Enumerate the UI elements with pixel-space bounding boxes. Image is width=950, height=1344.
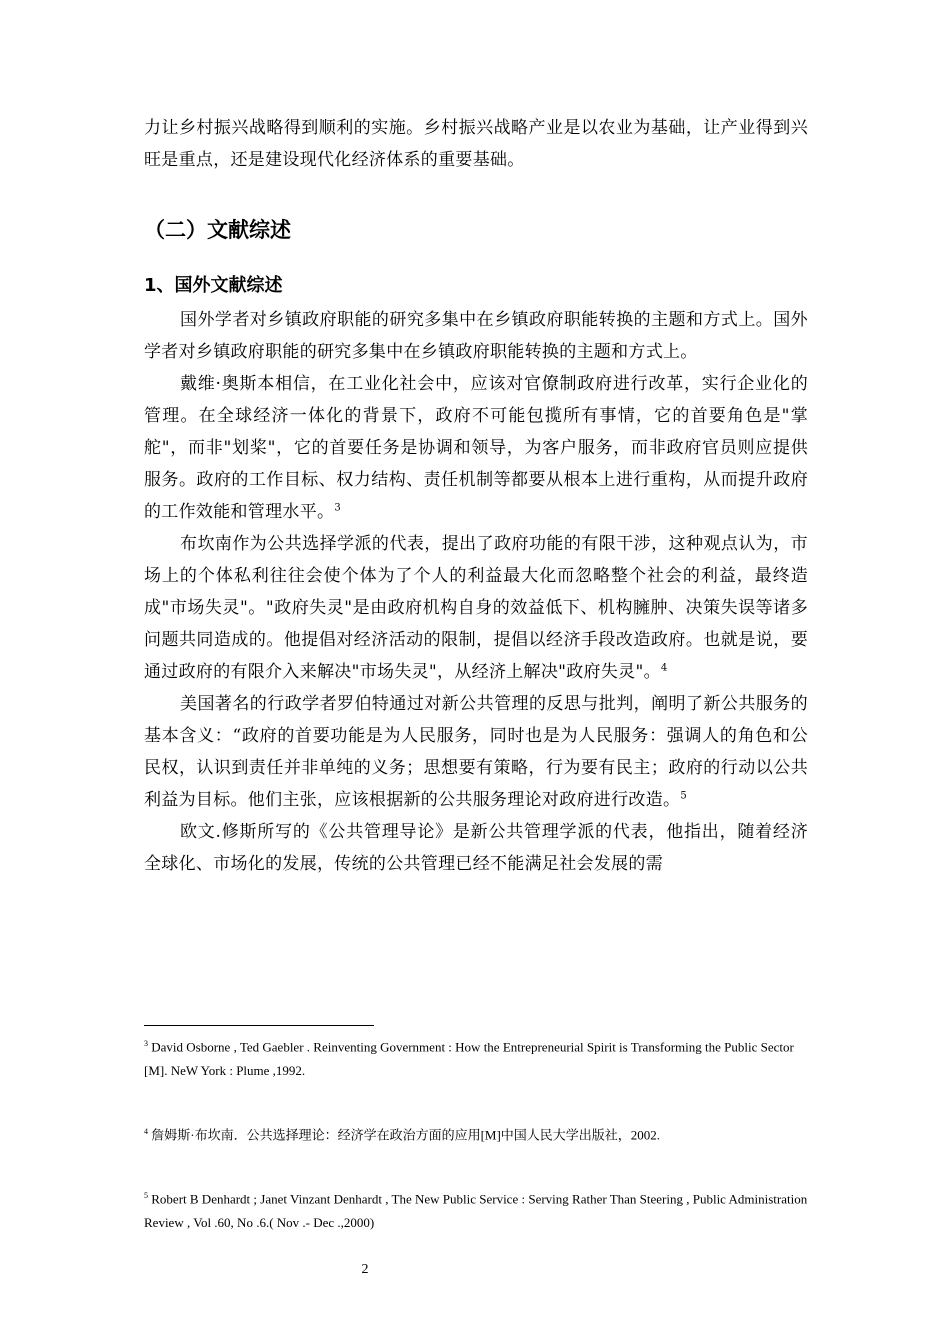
footnote-text: David Osborne , Ted Gaebler . Reinventing Government : How the Entrepreneurial Spirit is Transforming the Public Sector [M]. NeW York : Plume ,1992. xyxy=(144,1039,794,1079)
footnote-text: 詹姆斯·布坎南．公共选择理论：经济学在政治方面的应用[M]中国人民大学出版社，2002. xyxy=(151,1127,661,1143)
footnote xyxy=(144,1120,808,1147)
paragraph: 国外学者对乡镇政府职能的研究多集中在乡镇政府职能转换的主题和方式上。国外学者对乡镇政府职能的研究多集中在乡镇政府职能转换的主题和方式上。 xyxy=(144,310,808,362)
paragraph-text: 布坎南作为公共选择学派的代表，提出了政府功能的有限干涉，这种观点认为，市场上的个体私利往往会使个体为了个人的利益最大化而忽略整个社会的利益，最终造成"市场失灵"。"政府失灵"是由政府机构自身的效益低下、机构臃肿、决策失误等诸多问题共同造成的。他提倡对经济活动的限制，提倡以经济手段改造政府。也就是说，要通过政府的有限介入来解决"市场失灵"，从经济上解决"政府失灵"。 xyxy=(144,534,808,682)
paragraph-continued: 力让乡村振兴战略得到顺利的实施。乡村振兴战略产业是以农业为基础，让产业得到兴旺是重点，还是建设现代化经济体系的重要基础。 xyxy=(144,118,808,170)
footnote xyxy=(144,1184,808,1235)
footnote-ref[interactable]: 3 xyxy=(334,502,341,514)
paragraph-osborne xyxy=(144,368,808,528)
footnote-number: 5 xyxy=(144,1191,148,1200)
page-number: 2 xyxy=(361,1262,369,1277)
body-text xyxy=(144,112,808,880)
paragraph-buchanan xyxy=(144,528,808,688)
section-heading: （二）文献综述 xyxy=(144,218,291,242)
paragraph-text: 戴维·奥斯本相信，在工业化社会中，应该对官僚制政府进行改革，实行企业化的管理。在全球经济一体化的背景下，政府不可能包揽所有事情，它的首要角色是"掌舵"，而非"划桨"，它的首要任务是协调和领导，为客户服务，而非政府官员则应提供服务。政府的工作目标、权力结构、责任机制等都要从根本上进行重构，从而提升政府的工作效能和管理水平。 xyxy=(144,374,808,522)
footnote-ref[interactable]: 4 xyxy=(660,662,668,674)
footnote-separator xyxy=(144,1025,374,1026)
footnote-number: 3 xyxy=(144,1039,148,1048)
subsection-heading: 1、国外文献综述 xyxy=(144,275,283,296)
footnote-number: 4 xyxy=(144,1127,148,1136)
footnote-ref[interactable]: 5 xyxy=(680,790,687,802)
paragraph-hughes: 欧文.修斯所写的《公共管理导论》是新公共管理学派的代表，他指出，随着经济全球化、市场化的发展，传统的公共管理已经不能满足社会发展的需 xyxy=(144,822,808,874)
paragraph-denhardt xyxy=(144,688,808,816)
paragraph-text: 美国著名的行政学者罗伯特通过对新公共管理的反思与批判，阐明了新公共服务的基本含义：“政府的首要功能是为人民服务，同时也是为人民服务：强调人的角色和公民权，认识到责任并非单纯的义务；思想要有策略，行为要有民主；政府的行动以公共利益为目标。他们主张，应该根据新的公共服务理论对政府进行改造。 xyxy=(144,694,808,810)
footnote-text: Robert B Denhardt ; Janet Vinzant Denhardt , The New Public Service : Serving Rather Than Steering , Public Administration Review , Vol .60, No .6.( Nov .- Dec .,2000) xyxy=(144,1191,808,1231)
footnote xyxy=(144,1032,808,1083)
